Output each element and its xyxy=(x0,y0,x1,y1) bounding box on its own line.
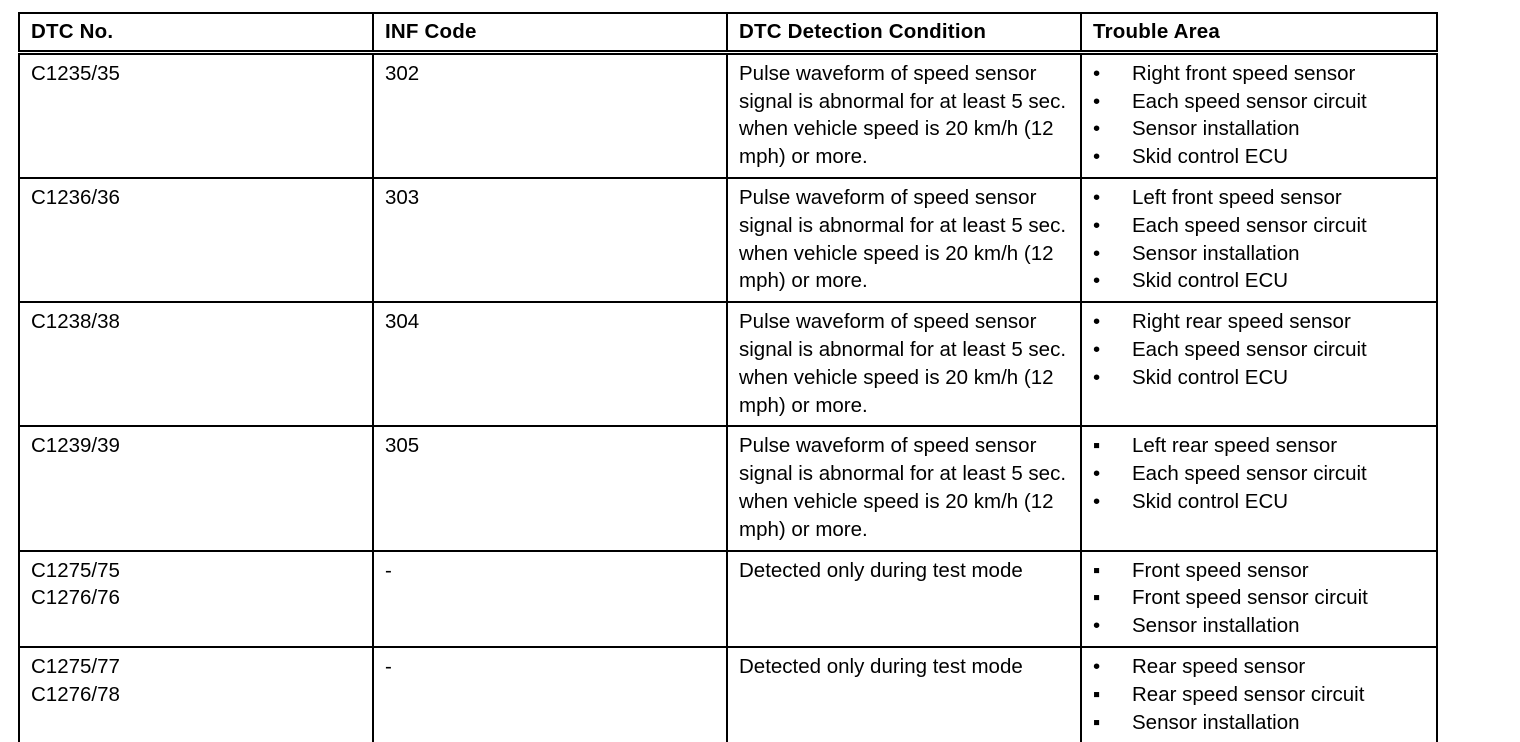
cell-inf-code: 302 xyxy=(373,52,727,178)
list-item xyxy=(1093,612,1426,640)
trouble-area-text: Left front speed sensor xyxy=(1132,185,1342,209)
bullet-icon: • xyxy=(1093,310,1101,334)
header-detection-condition: DTC Detection Condition xyxy=(727,13,1081,52)
list-item xyxy=(1093,488,1426,516)
bullet-icon: • xyxy=(1093,241,1101,265)
dtc-code: C1235/35 xyxy=(31,61,120,85)
cell-inf-code: - xyxy=(373,551,727,647)
list-item xyxy=(1093,143,1426,171)
cell-trouble-area xyxy=(1081,647,1437,742)
bullet-icon: ▪ xyxy=(1093,586,1101,610)
trouble-area-list xyxy=(1093,653,1426,736)
cell-dtc-no xyxy=(19,52,373,178)
cell-trouble-area xyxy=(1081,178,1437,302)
bullet-icon: • xyxy=(1093,145,1101,169)
list-item xyxy=(1093,60,1426,88)
bullet-icon: • xyxy=(1093,654,1101,678)
cell-inf-code: 305 xyxy=(373,426,727,550)
list-item xyxy=(1093,681,1426,709)
dtc-table xyxy=(18,12,1438,742)
table-row xyxy=(19,52,1437,178)
cell-detection-condition: Pulse waveform of speed sensor signal is abnormal for at least 5 sec. when vehicle speed is 20 km/h (12 mph) or more. xyxy=(727,52,1081,178)
list-item xyxy=(1093,184,1426,212)
bullet-icon: • xyxy=(1093,185,1101,209)
cell-detection-condition: Pulse waveform of speed sensor signal is abnormal for at least 5 sec. when vehicle speed is 20 km/h (12 mph) or more. xyxy=(727,302,1081,426)
bullet-icon: ▪ xyxy=(1093,710,1101,734)
list-item xyxy=(1093,212,1426,240)
table-row xyxy=(19,647,1437,742)
header-row xyxy=(19,13,1437,52)
trouble-area-list xyxy=(1093,432,1426,515)
trouble-area-text: Sensor installation xyxy=(1132,241,1300,265)
table-row xyxy=(19,302,1437,426)
trouble-area-text: Rear speed sensor xyxy=(1132,654,1306,678)
list-item xyxy=(1093,557,1426,585)
dtc-code: C1238/38 xyxy=(31,310,120,334)
cell-detection-condition: Detected only during test mode xyxy=(727,551,1081,647)
cell-dtc-no xyxy=(19,647,373,742)
trouble-area-text: Front speed sensor xyxy=(1132,558,1309,582)
list-item xyxy=(1093,88,1426,116)
cell-trouble-area xyxy=(1081,302,1437,426)
list-item xyxy=(1093,584,1426,612)
bullet-icon: • xyxy=(1093,213,1101,237)
dtc-code: C1276/78 xyxy=(31,682,120,706)
cell-dtc-no xyxy=(19,302,373,426)
trouble-area-text: Skid control ECU xyxy=(1132,365,1289,389)
list-item xyxy=(1093,709,1426,737)
trouble-area-list xyxy=(1093,60,1426,171)
bullet-icon: • xyxy=(1093,89,1101,113)
cell-trouble-area xyxy=(1081,52,1437,178)
bullet-icon: • xyxy=(1093,61,1101,85)
cell-dtc-no xyxy=(19,426,373,550)
dtc-code: C1236/36 xyxy=(31,185,120,209)
trouble-area-text: Sensor installation xyxy=(1132,117,1300,141)
cell-inf-code: 304 xyxy=(373,302,727,426)
list-item xyxy=(1093,308,1426,336)
list-item xyxy=(1093,653,1426,681)
trouble-area-text: Each speed sensor circuit xyxy=(1132,337,1367,361)
cell-inf-code: 303 xyxy=(373,178,727,302)
trouble-area-text: Skid control ECU xyxy=(1132,269,1289,293)
list-item xyxy=(1093,115,1426,143)
trouble-area-text: Skid control ECU xyxy=(1132,145,1289,169)
trouble-area-text: Skid control ECU xyxy=(1132,489,1289,513)
cell-trouble-area xyxy=(1081,551,1437,647)
cell-detection-condition: Detected only during test mode xyxy=(727,647,1081,742)
table-header xyxy=(19,13,1437,52)
trouble-area-list xyxy=(1093,557,1426,640)
cell-inf-code: - xyxy=(373,647,727,742)
list-item xyxy=(1093,336,1426,364)
bullet-icon: ▪ xyxy=(1093,682,1101,706)
table-row xyxy=(19,551,1437,647)
list-item xyxy=(1093,267,1426,295)
trouble-area-text: Front speed sensor circuit xyxy=(1132,586,1368,610)
bullet-icon: • xyxy=(1093,269,1101,293)
header-trouble-area: Trouble Area xyxy=(1081,13,1437,52)
list-item xyxy=(1093,240,1426,268)
trouble-area-text: Each speed sensor circuit xyxy=(1132,462,1367,486)
bullet-icon: • xyxy=(1093,365,1101,389)
dtc-code: C1275/75 xyxy=(31,558,120,582)
trouble-area-list xyxy=(1093,308,1426,391)
cell-trouble-area xyxy=(1081,426,1437,550)
bullet-icon: • xyxy=(1093,117,1101,141)
bullet-icon: ▪ xyxy=(1093,434,1101,458)
table-row xyxy=(19,178,1437,302)
trouble-area-text: Each speed sensor circuit xyxy=(1132,89,1367,113)
cell-detection-condition: Pulse waveform of speed sensor signal is abnormal for at least 5 sec. when vehicle speed is 20 km/h (12 mph) or more. xyxy=(727,426,1081,550)
table-body xyxy=(19,52,1437,742)
trouble-area-text: Rear speed sensor circuit xyxy=(1132,682,1365,706)
dtc-code: C1239/39 xyxy=(31,434,120,458)
trouble-area-text: Right front speed sensor xyxy=(1132,61,1356,85)
trouble-area-text: Right rear speed sensor xyxy=(1132,310,1351,334)
list-item xyxy=(1093,460,1426,488)
trouble-area-text: Sensor installation xyxy=(1132,710,1300,734)
trouble-area-text: Each speed sensor circuit xyxy=(1132,213,1367,237)
dtc-code: C1276/76 xyxy=(31,586,120,610)
list-item xyxy=(1093,364,1426,392)
dtc-code: C1275/77 xyxy=(31,654,120,678)
trouble-area-text: Sensor installation xyxy=(1132,614,1300,638)
list-item xyxy=(1093,432,1426,460)
bullet-icon: • xyxy=(1093,489,1101,513)
header-dtc-no: DTC No. xyxy=(19,13,373,52)
bullet-icon: • xyxy=(1093,614,1101,638)
table-row xyxy=(19,426,1437,550)
bullet-icon: • xyxy=(1093,337,1101,361)
cell-detection-condition: Pulse waveform of speed sensor signal is abnormal for at least 5 sec. when vehicle speed is 20 km/h (12 mph) or more. xyxy=(727,178,1081,302)
header-inf-code: INF Code xyxy=(373,13,727,52)
bullet-icon: • xyxy=(1093,462,1101,486)
trouble-area-list xyxy=(1093,184,1426,295)
cell-dtc-no xyxy=(19,551,373,647)
cell-dtc-no xyxy=(19,178,373,302)
trouble-area-text: Left rear speed sensor xyxy=(1132,434,1338,458)
bullet-icon: ▪ xyxy=(1093,558,1101,582)
